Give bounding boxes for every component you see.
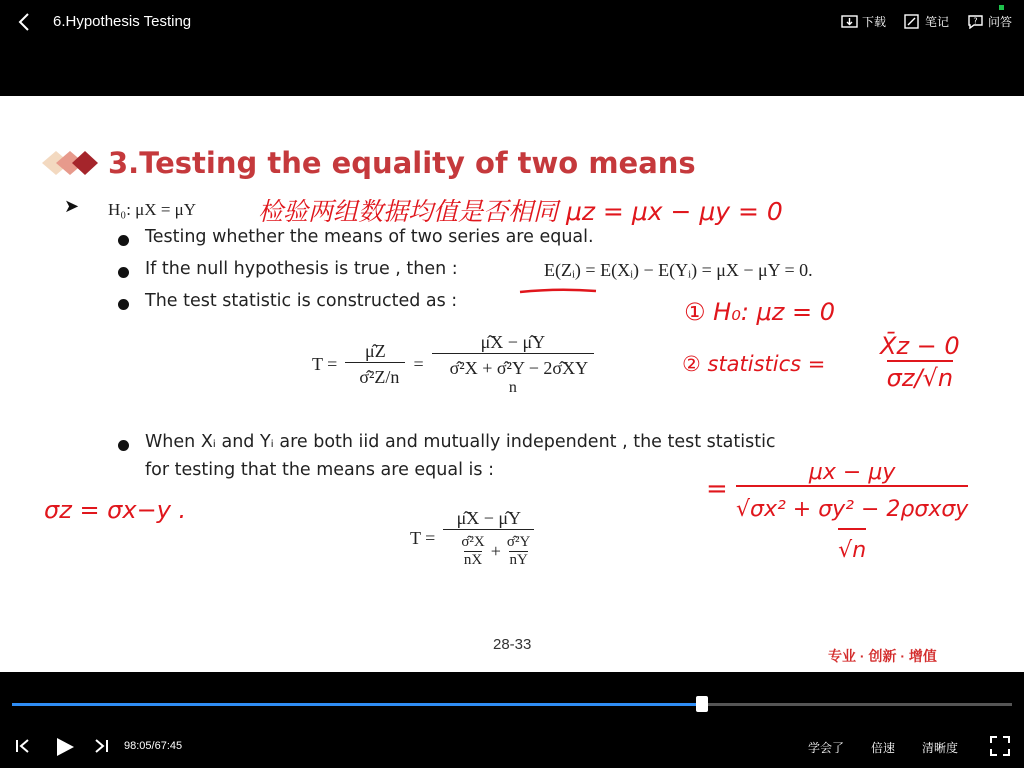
play-icon[interactable]	[54, 736, 76, 763]
formula2-den	[443, 529, 534, 569]
slide-footer-tag: 专业 · 创新 · 增值	[828, 648, 937, 664]
bullet-text-4: When Xᵢ and Yᵢ are both iid and mutually independent , the test statistic	[145, 432, 776, 452]
handwritten-statistics-fraction	[880, 332, 960, 392]
playback-time: 98:05/67:45	[124, 740, 183, 752]
formula2-den-b	[507, 534, 530, 569]
download-label: 下载	[861, 15, 886, 29]
handwritten-big-den-top: √σx² + σy² − 2ρσxσy	[736, 485, 968, 522]
learned-button[interactable]: 学会了	[808, 741, 845, 755]
heading-diamonds-icon	[28, 143, 100, 183]
handwritten-statistics-label: ② statistics =	[682, 352, 826, 376]
next-icon[interactable]	[92, 738, 110, 759]
formula1-den1: σ̂²Z/n	[345, 362, 405, 388]
formula2-den-a	[461, 534, 484, 569]
formula2-a-bottom: nX	[463, 552, 483, 568]
progress-track[interactable]	[12, 703, 1012, 706]
formula2-fraction	[443, 508, 534, 569]
progress-fill	[12, 703, 702, 706]
slide-heading: 3.Testing the equality of two means	[108, 146, 696, 180]
download-button[interactable]	[841, 13, 886, 30]
bullet-dot	[118, 267, 129, 278]
speed-button[interactable]: 倍速	[871, 741, 896, 755]
formula1-lhs: T =	[312, 354, 338, 374]
handwritten-big-fraction	[736, 460, 968, 563]
toolbar	[841, 13, 1012, 30]
bullet-dot	[118, 440, 129, 451]
formula2-num: μ̂X − μ̂Y	[456, 508, 522, 528]
player-controls	[0, 672, 1024, 768]
notes-icon	[904, 14, 921, 29]
handwritten-stat-num: X̄z − 0	[880, 332, 960, 360]
handwritten-underline	[518, 286, 598, 296]
bullet-dot	[118, 299, 129, 310]
notification-dot	[999, 5, 1004, 10]
progress-handle[interactable]	[696, 696, 708, 712]
formula1-fraction-1	[345, 341, 405, 388]
previous-icon[interactable]	[14, 738, 32, 759]
handwritten-equals: =	[706, 474, 728, 504]
fullscreen-icon[interactable]	[990, 736, 1010, 761]
bullet-dot	[118, 235, 129, 246]
top-bar	[0, 0, 1024, 44]
handwritten-note-line1: 检验两组数据均值是否相同 μz = μx − μy = 0	[258, 197, 783, 226]
arrow-bullet-icon: ➤	[64, 196, 80, 216]
qa-label: 问答	[987, 15, 1012, 29]
test-statistic-formula-1	[312, 332, 594, 397]
formula1-num1: μ̂Z	[365, 341, 386, 361]
formula2-a-top: σ̂²X	[461, 534, 485, 550]
lecture-slide	[0, 96, 1024, 672]
quality-button[interactable]: 清晰度	[922, 741, 959, 755]
handwritten-h0-note: ① H₀: μz = 0	[684, 298, 836, 326]
formula2-b-top: σ̂²Y	[506, 534, 531, 550]
formula2-plus: +	[490, 541, 501, 561]
expectation-formula: E(Zᵢ) = E(Xᵢ) − E(Yᵢ) = μX − μY = 0.	[544, 260, 813, 280]
formula1-num2: μ̂X − μ̂Y	[480, 332, 546, 352]
formula1-fraction-2	[432, 332, 595, 397]
download-icon	[841, 14, 858, 29]
slide-page-number: 28-33	[493, 636, 532, 653]
handwritten-big-num: μx − μy	[808, 460, 896, 485]
formula1-eq: =	[413, 354, 424, 374]
formula1-den2-bottom: n	[508, 379, 517, 396]
bullet-text-3: The test statistic is constructed as :	[145, 291, 458, 311]
notes-button[interactable]	[904, 13, 949, 30]
formula2-b-bottom: nY	[509, 552, 528, 568]
notes-label: 笔记	[924, 15, 949, 29]
svg-text:?: ?	[973, 16, 978, 26]
video-title: 6.Hypothesis Testing	[53, 13, 192, 30]
qa-button[interactable]	[967, 13, 1012, 30]
handwritten-sigma-note: σz = σx−y .	[44, 496, 187, 524]
bullet-text-1: Testing whether the means of two series are equal.	[145, 227, 594, 247]
handwritten-stat-den: σz/√n	[887, 360, 953, 392]
back-icon[interactable]	[14, 11, 36, 33]
bullet-text-2: If the null hypothesis is true , then :	[145, 259, 458, 279]
formula2-lhs: T =	[410, 528, 436, 548]
test-statistic-formula-2	[410, 508, 534, 569]
null-hypothesis: H₀: μX = μY	[108, 200, 197, 219]
formula1-den2-top: σ̂²X + σ̂²Y − 2σ̂XY	[432, 353, 595, 379]
question-icon	[967, 14, 984, 29]
bullet-text-5: for testing that the means are equal is :	[145, 460, 494, 480]
handwritten-big-den-bottom: √n	[838, 528, 866, 563]
